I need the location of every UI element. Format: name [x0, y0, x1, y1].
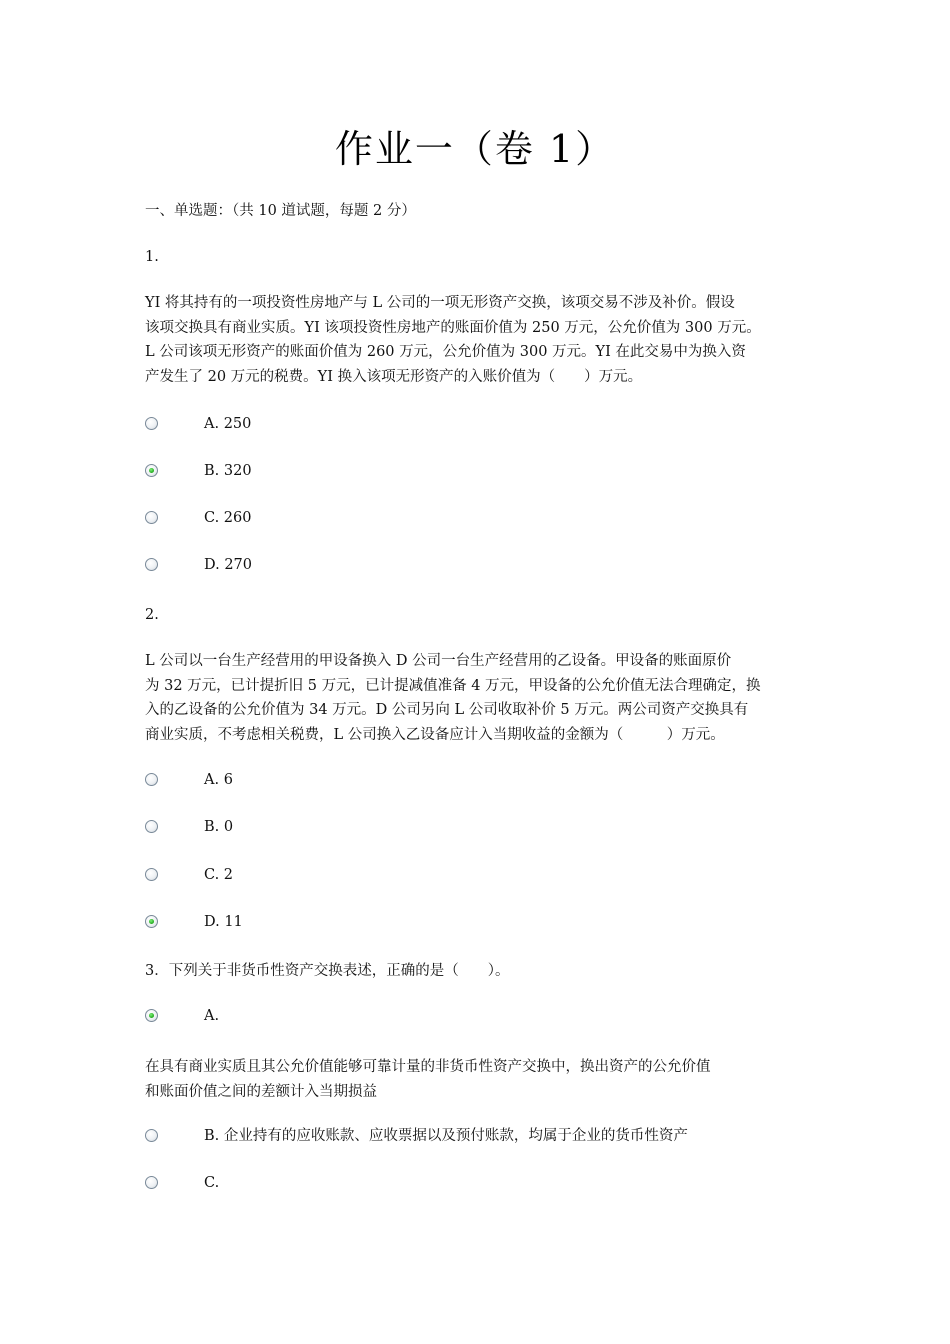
option-label: D. 11: [204, 914, 243, 930]
option-label: C. 260: [204, 510, 252, 526]
question-3-stem: 3．下列关于非货币性资产交换表述，正确的是（ ）。: [145, 963, 510, 979]
question-1-stem-line: YI 将其持有的一项投资性房地产与 L 公司的一项无形资产交换，该项交易不涉及补价。假设: [145, 295, 735, 311]
option-label: C. 2: [204, 867, 234, 883]
question-1-stem-line: 该项交换具有商业实质。YI 该项投资性房地产的账面价值为 250 万元，公允价值为 300 万元。: [145, 319, 761, 336]
option-label: A. 6: [204, 772, 233, 788]
radio-button[interactable]: [145, 1176, 158, 1189]
option-label: B. 0: [204, 819, 234, 835]
radio-button[interactable]: [145, 511, 158, 524]
question-2-stem-line: 为 32 万元，已计提折旧 5 万元，已计提减值准备 4 万元，甲设备的公允价值无法合理确定，换: [145, 677, 761, 694]
option-text-line: 和账面价值之间的差额计入当期损益: [145, 1083, 377, 1100]
question-1-stem: [145, 291, 825, 389]
question-2-stem-line: L 公司以一台生产经营用的甲设备换入 D 公司一台生产经营用的乙设备。甲设备的账面原价: [145, 653, 732, 669]
question-2-number: 2.: [145, 607, 159, 623]
question-2-stem: [145, 649, 825, 747]
question-1-stem-line: L 公司该项无形资产的账面价值为 260 万元，公允价值为 300 万元。YI 在此交易中为换入资: [145, 344, 746, 360]
radio-button[interactable]: [145, 773, 158, 786]
radio-button[interactable]: [145, 417, 158, 430]
section-header: 一、单选题：（共 10 道试题，每题 2 分）: [145, 203, 416, 219]
page-title: 作业一（卷 1）: [334, 127, 616, 171]
option-label: C.: [204, 1175, 220, 1191]
option-label: A. 250: [204, 416, 252, 432]
option-label: B. 企业持有的应收账款、应收票据以及预付账款，均属于企业的货币性资产: [204, 1128, 688, 1144]
question-2-stem-line: 入的乙设备的公允价值为 34 万元。D 公司另向 L 公司收取补价 5 万元。两公司资产交换具有: [145, 702, 749, 718]
option-text-line: 在具有商业实质且其公允价值能够可靠计量的非货币性资产交换中，换出资产的公允价值: [145, 1059, 711, 1075]
radio-button[interactable]: [145, 1009, 158, 1022]
option-label: A.: [204, 1008, 220, 1024]
radio-button[interactable]: [145, 915, 158, 928]
option-label: B. 320: [204, 463, 252, 479]
question-1-stem-line: 产发生了 20 万元的税费。YI 换入该项无形资产的入账价值为（ ）万元。: [145, 368, 643, 385]
question-1-number: 1.: [145, 249, 159, 265]
option-label: D. 270: [204, 557, 253, 573]
radio-button[interactable]: [145, 1129, 158, 1142]
radio-button[interactable]: [145, 464, 158, 477]
radio-button[interactable]: [145, 820, 158, 833]
question-2-stem-line: 商业实质，不考虑相关税费，L 公司换入乙设备应计入当期收益的金额为（ ）万元。: [145, 726, 725, 743]
radio-button[interactable]: [145, 558, 158, 571]
question-3-option-a-text: [145, 1055, 825, 1104]
radio-button[interactable]: [145, 868, 158, 881]
